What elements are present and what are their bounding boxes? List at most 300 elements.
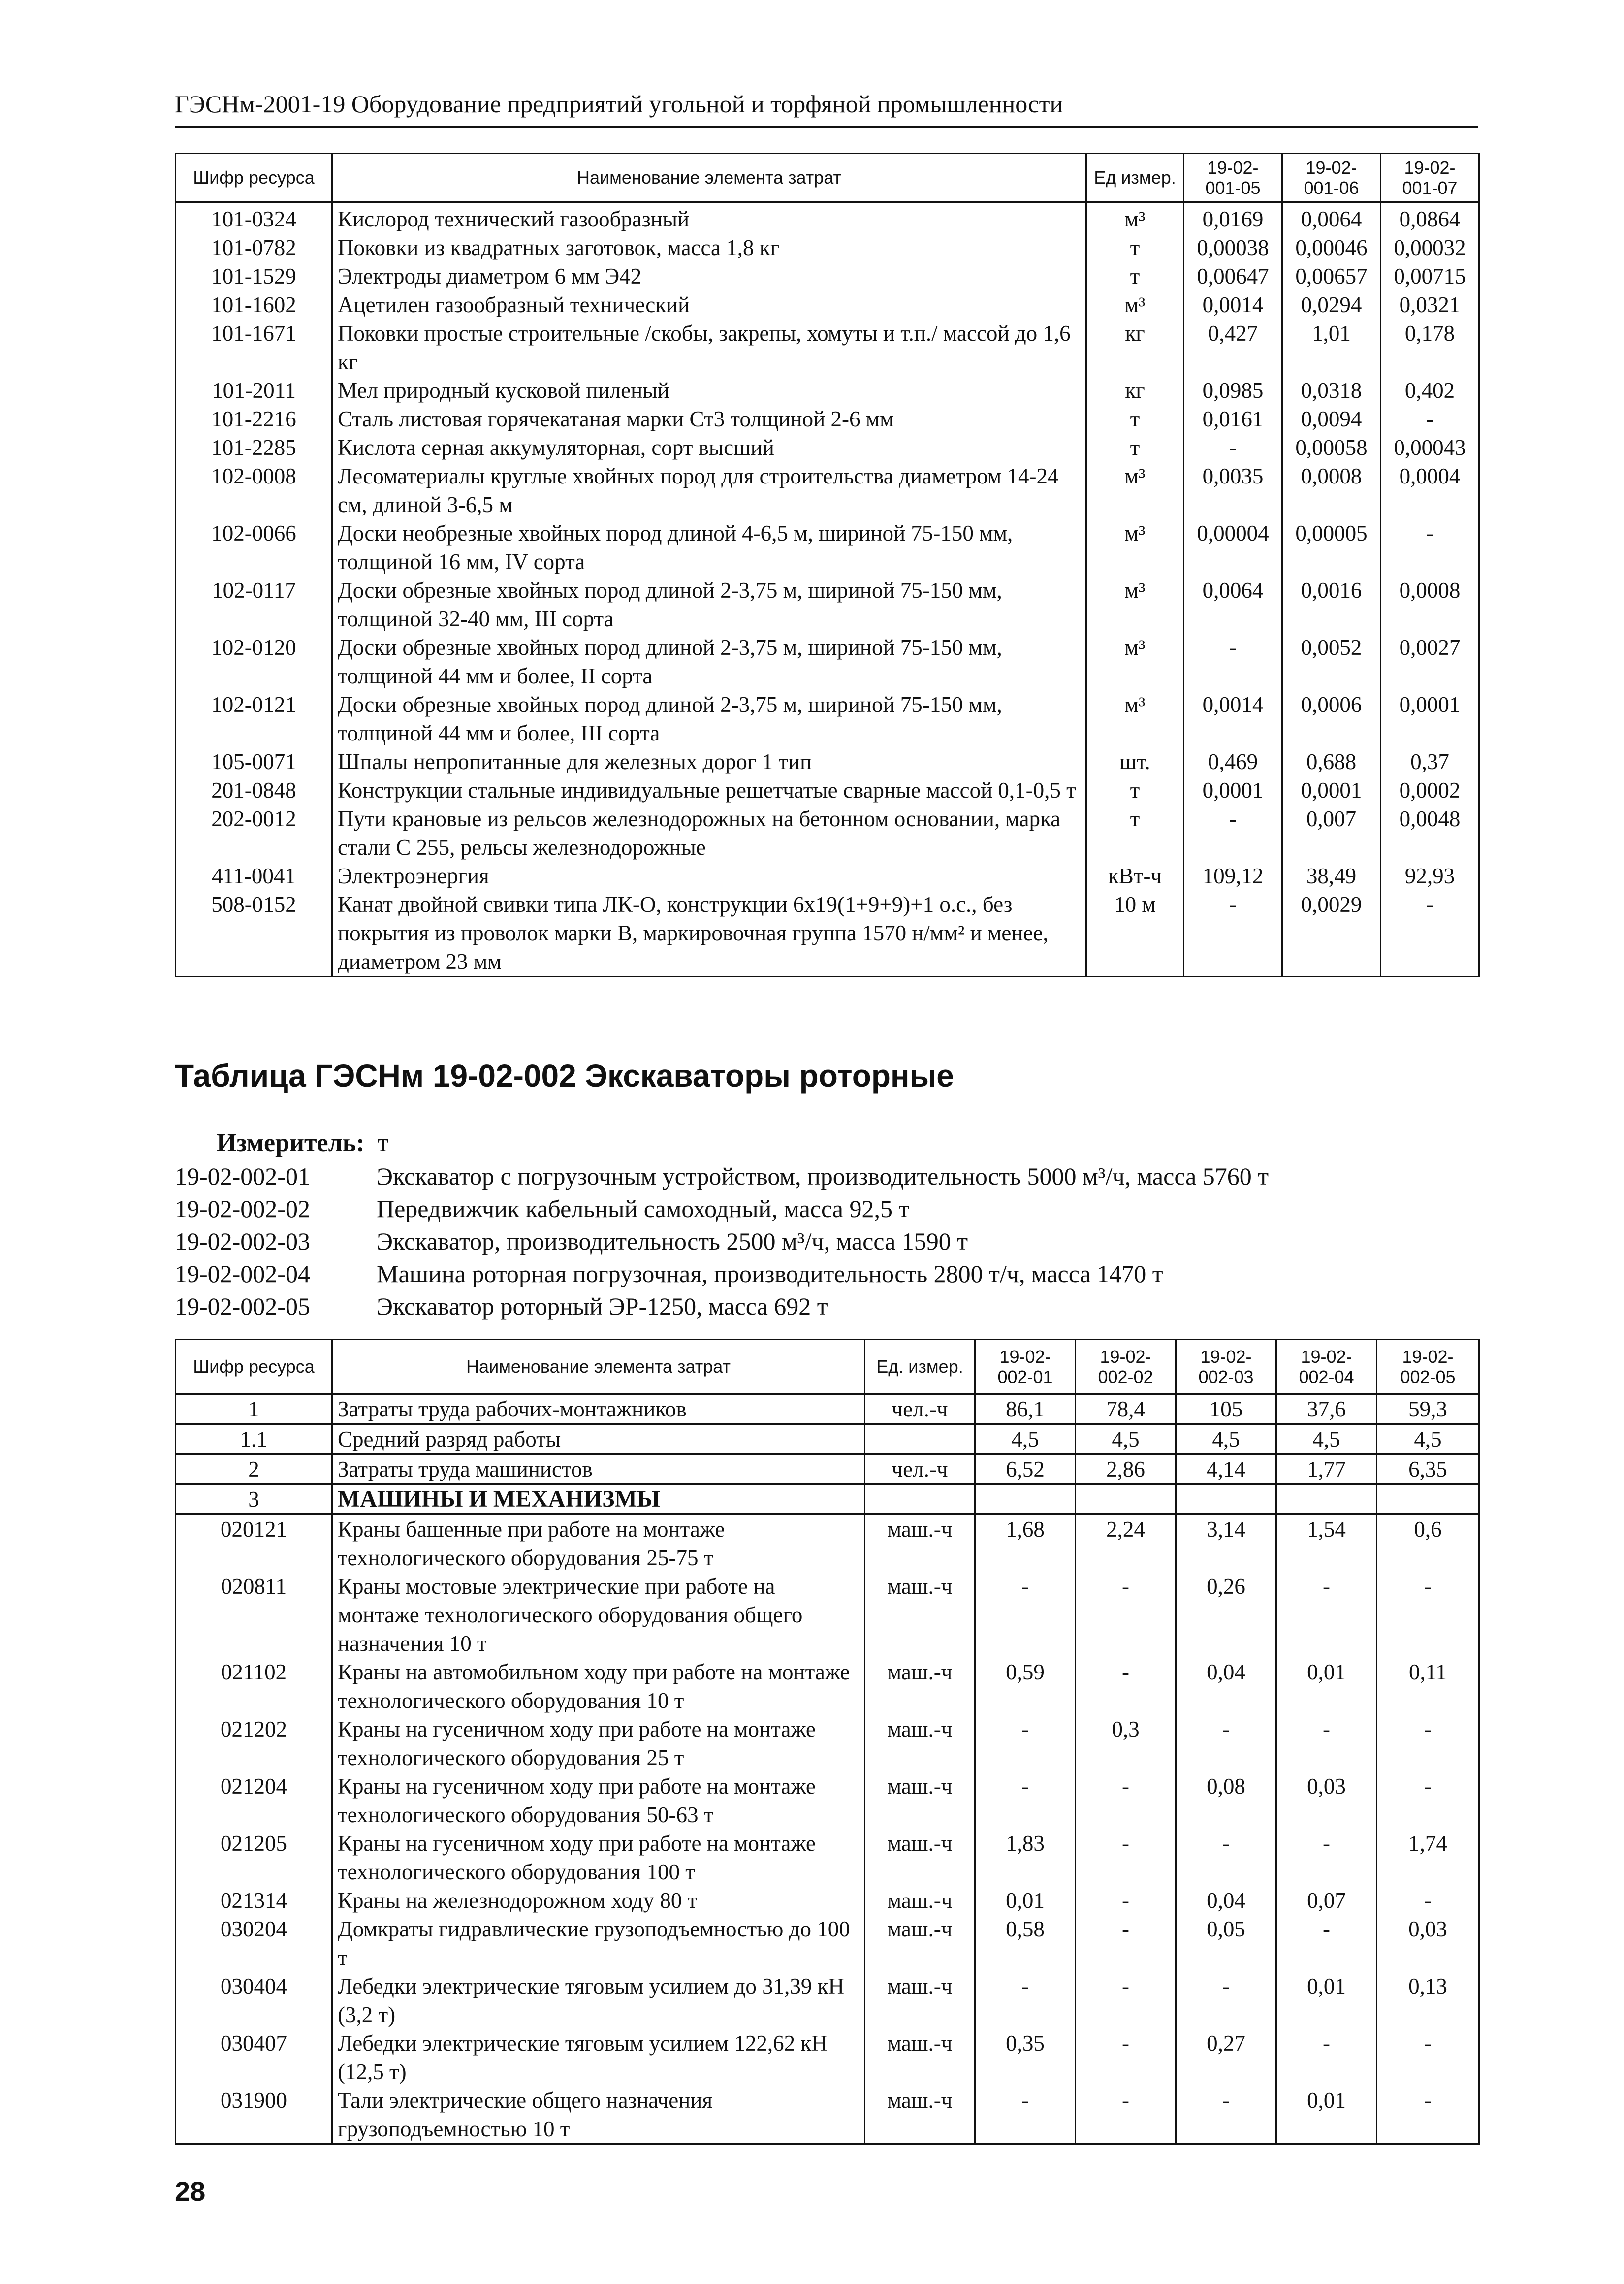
table1-cell-v2: 0,0052: [1282, 633, 1381, 690]
table1-cell-v2: 0,00657: [1282, 262, 1381, 290]
table1-cell-v1: 0,0064: [1184, 576, 1282, 633]
table2-cell-v1: 0,35: [975, 2029, 1076, 2086]
table-row: [176, 690, 1479, 747]
table2-cell-v5: -: [1377, 1886, 1479, 1915]
table1-cell-name: Поковки из квадратных заготовок, масса 1,8 кг: [332, 233, 1086, 262]
table2-cell-code: 021202: [176, 1715, 332, 1772]
table1-cell-code: 101-1671: [176, 319, 332, 376]
table2-cell-v3: 105: [1176, 1394, 1276, 1424]
table2-cell-unit: маш.-ч: [865, 1886, 975, 1915]
table2-cell-v3: 4,5: [1176, 1424, 1276, 1454]
table1-cell-code: 202-0012: [176, 804, 332, 862]
norm-text: Экскаватор с погрузочным устройством, производительность 5000 м³/ч, масса 5760 т: [377, 1162, 1269, 1190]
table2-cell-unit: маш.-ч: [865, 2086, 975, 2144]
table2-body: [176, 1394, 1479, 2144]
table2-cell-name: Краны на железнодорожном ходу 80 т: [332, 1886, 865, 1915]
table2-cell-v1: -: [975, 2086, 1076, 2144]
table-row: [176, 1915, 1479, 1972]
table1-cell-name: Шпалы непропитанные для железных дорог 1 тип: [332, 747, 1086, 776]
table1-cell-unit: м³: [1086, 519, 1184, 576]
table1-cell-unit: т: [1086, 433, 1184, 462]
table1-cell-v3: 0,0002: [1381, 776, 1479, 804]
table1-cell-unit: т: [1086, 776, 1184, 804]
table2-cell-unit: маш.-ч: [865, 1514, 975, 1573]
table2-cell-v4: 1,54: [1276, 1514, 1377, 1573]
table2-cell-unit: маш.-ч: [865, 1715, 975, 1772]
resources-table-1: [175, 153, 1480, 977]
table1-cell-v2: 0,0094: [1282, 405, 1381, 433]
table2-cell-v1: [975, 1484, 1076, 1514]
table2-cell-code: 020121: [176, 1514, 332, 1573]
table2-cell-code: 1.1: [176, 1424, 332, 1454]
table2-cell-v1: 4,5: [975, 1424, 1076, 1454]
table1-cell-v3: 0,0008: [1381, 576, 1479, 633]
table-row: [176, 202, 1479, 234]
table2-cell-v3: -: [1176, 2086, 1276, 2144]
table1-cell-code: 105-0071: [176, 747, 332, 776]
table1-cell-code: 101-0782: [176, 233, 332, 262]
table1-cell-name: Доски необрезные хвойных пород длиной 4-6,5 м, шириной 75-150 мм, толщиной 16 мм, IV сорта: [332, 519, 1086, 576]
table2-cell-name: МАШИНЫ И МЕХАНИЗМЫ: [332, 1484, 865, 1514]
table1-cell-code: 102-0066: [176, 519, 332, 576]
table1-cell-v3: 0,178: [1381, 319, 1479, 376]
table2-cell-v5: 59,3: [1377, 1394, 1479, 1424]
table-row: [176, 1514, 1479, 1573]
norm-code: 19-02-002-01: [175, 1162, 310, 1190]
table1-cell-v1: -: [1184, 633, 1282, 690]
norm-text: Передвижчик кабельный самоходный, масса 92,5 т: [377, 1195, 910, 1222]
table1-cell-v2: 38,49: [1282, 862, 1381, 890]
table2-cell-unit: чел.-ч: [865, 1454, 975, 1484]
table2-cell-v3: 0,05: [1176, 1915, 1276, 1972]
table-row: [176, 233, 1479, 262]
table-row: [176, 1972, 1479, 2029]
table1-cell-v3: -: [1381, 519, 1479, 576]
table-row: [176, 1484, 1479, 1514]
table-row: [176, 1715, 1479, 1772]
page-header: ГЭСНм-2001-19 Оборудование предприятий угольной и торфяной промышленности: [175, 90, 1063, 118]
table1-cell-v1: 0,0169: [1184, 202, 1282, 234]
table2-cell-v4: -: [1276, 1829, 1377, 1886]
table1-header: [176, 154, 1479, 202]
table1-cell-v3: 0,402: [1381, 376, 1479, 405]
norm-definition: [175, 1290, 1269, 1322]
table1-cell-name: Сталь листовая горячекатаная марки Ст3 толщиной 2-6 мм: [332, 405, 1086, 433]
table1-cell-unit: м³: [1086, 462, 1184, 519]
table2-cell-v2: -: [1076, 2086, 1176, 2144]
table2-cell-code: 030407: [176, 2029, 332, 2086]
table2-cell-v5: 0,11: [1377, 1658, 1479, 1715]
table2-cell-name: Затраты труда рабочих-монтажников: [332, 1394, 865, 1424]
table1-header-cell: Наименование элемента затрат: [332, 154, 1086, 202]
table1-cell-unit: кг: [1086, 319, 1184, 376]
table1-cell-code: 201-0848: [176, 776, 332, 804]
table2-header-cell: 19-02- 002-03: [1176, 1340, 1276, 1394]
table1-cell-unit: м³: [1086, 690, 1184, 747]
table2-cell-name: Средний разряд работы: [332, 1424, 865, 1454]
table-row: [176, 747, 1479, 776]
table1-cell-v1: -: [1184, 804, 1282, 862]
table2-cell-unit: маш.-ч: [865, 1772, 975, 1829]
table2-cell-name: Краны на гусеничном ходу при работе на монтаже технологического оборудования 50-63 т: [332, 1772, 865, 1829]
table-row: [176, 1772, 1479, 1829]
table2-cell-v1: -: [975, 1972, 1076, 2029]
norm-definition: [175, 1225, 1269, 1257]
table2-cell-v4: 0,01: [1276, 1658, 1377, 1715]
table1-cell-name: Конструкции стальные индивидуальные решетчатые сварные массой 0,1-0,5 т: [332, 776, 1086, 804]
table1-cell-name: Электроэнергия: [332, 862, 1086, 890]
table1-cell-name: Доски обрезные хвойных пород длиной 2-3,75 м, шириной 75-150 мм, толщиной 44 мм и более, III сорта: [332, 690, 1086, 747]
table-row: [176, 1572, 1479, 1658]
table2-cell-v3: [1176, 1484, 1276, 1514]
table2-cell-name: Лебедки электрические тяговым усилием до 31,39 кН (3,2 т): [332, 1972, 865, 2029]
table1-cell-v1: 0,0161: [1184, 405, 1282, 433]
table2-cell-code: 030404: [176, 1972, 332, 2029]
table1-cell-v2: 0,0016: [1282, 576, 1381, 633]
table1-cell-v2: 0,688: [1282, 747, 1381, 776]
table2-header-cell: 19-02- 002-04: [1276, 1340, 1377, 1394]
table2-cell-v2: 2,86: [1076, 1454, 1176, 1484]
table1-cell-name: Ацетилен газообразный технический: [332, 290, 1086, 319]
table2-cell-v5: -: [1377, 1572, 1479, 1658]
table1-cell-name: Доски обрезные хвойных пород длиной 2-3,75 м, шириной 75-150 мм, толщиной 32-40 мм, III сорта: [332, 576, 1086, 633]
table-row: [176, 519, 1479, 576]
table2-cell-v2: -: [1076, 1886, 1176, 1915]
table-row: [176, 462, 1479, 519]
table-row: [176, 1886, 1479, 1915]
table2-header-cell: Ед. измер.: [865, 1340, 975, 1394]
table1-cell-code: 411-0041: [176, 862, 332, 890]
table1-body: [176, 202, 1479, 977]
table2-cell-name: Краны башенные при работе на монтаже технологического оборудования 25-75 т: [332, 1514, 865, 1573]
table2-cell-code: 030204: [176, 1915, 332, 1972]
table2-cell-v3: 3,14: [1176, 1514, 1276, 1573]
table2-cell-v3: 0,27: [1176, 2029, 1276, 2086]
table-row: [176, 376, 1479, 405]
table1-cell-code: 102-0120: [176, 633, 332, 690]
table2-cell-v3: -: [1176, 1972, 1276, 2029]
meter-line: [217, 1128, 388, 1158]
table2-cell-v2: -: [1076, 1572, 1176, 1658]
table2-cell-code: 021314: [176, 1886, 332, 1915]
table2-cell-v4: 0,01: [1276, 1972, 1377, 2029]
table2-cell-v5: -: [1377, 2029, 1479, 2086]
table2-cell-v1: -: [975, 1772, 1076, 1829]
table1-cell-code: 508-0152: [176, 890, 332, 977]
resources-table-2: [175, 1339, 1480, 2145]
table2-cell-v3: 0,26: [1176, 1572, 1276, 1658]
table1-cell-v3: 0,00032: [1381, 233, 1479, 262]
table1-cell-name: Мел природный кусковой пиленый: [332, 376, 1086, 405]
table1-cell-v2: 0,0029: [1282, 890, 1381, 977]
norm-code: 19-02-002-04: [175, 1260, 310, 1287]
table2-cell-code: 3: [176, 1484, 332, 1514]
table2-cell-v1: 1,83: [975, 1829, 1076, 1886]
table1-cell-v1: 0,0001: [1184, 776, 1282, 804]
table1-cell-v1: 0,0014: [1184, 690, 1282, 747]
table1-cell-v1: 0,469: [1184, 747, 1282, 776]
table1-cell-v2: 0,00046: [1282, 233, 1381, 262]
table1-cell-code: 102-0121: [176, 690, 332, 747]
table1-header-cell: 19-02- 001-05: [1184, 154, 1282, 202]
table2-cell-name: Тали электрические общего назначения грузоподъемностью 10 т: [332, 2086, 865, 2144]
table1-cell-v3: 0,0027: [1381, 633, 1479, 690]
table1-cell-v1: 0,00647: [1184, 262, 1282, 290]
table1-cell-unit: кВт-ч: [1086, 862, 1184, 890]
table2-cell-v2: -: [1076, 1772, 1176, 1829]
table1-cell-unit: м³: [1086, 290, 1184, 319]
table2-cell-v2: 0,3: [1076, 1715, 1176, 1772]
table-row: [176, 776, 1479, 804]
table1-cell-v1: 0,00004: [1184, 519, 1282, 576]
table2-header-cell: 19-02- 002-02: [1076, 1340, 1176, 1394]
table1-cell-v3: 0,00715: [1381, 262, 1479, 290]
table2-cell-v4: [1276, 1484, 1377, 1514]
table1-cell-code: 101-1529: [176, 262, 332, 290]
norm-code: 19-02-002-05: [175, 1292, 310, 1320]
table1-cell-v3: 92,93: [1381, 862, 1479, 890]
table2-cell-name: Краны на гусеничном ходу при работе на монтаже технологического оборудования 100 т: [332, 1829, 865, 1886]
table1-cell-v1: 0,0035: [1184, 462, 1282, 519]
table2-cell-code: 021204: [176, 1772, 332, 1829]
table1-cell-name: Доски обрезные хвойных пород длиной 2-3,75 м, шириной 75-150 мм, толщиной 44 мм и более, II сорта: [332, 633, 1086, 690]
table-row: [176, 2086, 1479, 2144]
table1-cell-unit: м³: [1086, 202, 1184, 234]
table1-cell-v3: 0,00043: [1381, 433, 1479, 462]
table2-cell-name: Лебедки электрические тяговым усилием 122,62 кН (12,5 т): [332, 2029, 865, 2086]
norm-code: 19-02-002-02: [175, 1195, 310, 1222]
table2-cell-v5: 0,03: [1377, 1915, 1479, 1972]
table-row: [176, 319, 1479, 376]
table2-cell-name: Краны мостовые электрические при работе на монтаже технологического оборудования общего назначения 10 т: [332, 1572, 865, 1658]
table1-cell-name: Электроды диаметром 6 мм Э42: [332, 262, 1086, 290]
table2-cell-v4: 0,01: [1276, 2086, 1377, 2144]
table2-cell-unit: чел.-ч: [865, 1394, 975, 1424]
table1-cell-v3: 0,0004: [1381, 462, 1479, 519]
table1-cell-name: Кислота серная аккумуляторная, сорт высший: [332, 433, 1086, 462]
table-row: [176, 804, 1479, 862]
table1-cell-name: Поковки простые строительные /скобы, закрепы, хомуты и т.п./ массой до 1,6 кг: [332, 319, 1086, 376]
table2-cell-v4: 37,6: [1276, 1394, 1377, 1424]
table1-header-cell: 19-02- 001-06: [1282, 154, 1381, 202]
table2-cell-v4: 4,5: [1276, 1424, 1377, 1454]
table2-cell-v4: -: [1276, 2029, 1377, 2086]
table2-cell-v2: -: [1076, 1658, 1176, 1715]
table2-cell-v4: -: [1276, 1915, 1377, 1972]
table2-cell-v5: -: [1377, 1715, 1479, 1772]
table2-cell-unit: маш.-ч: [865, 1829, 975, 1886]
table1-cell-v2: 1,01: [1282, 319, 1381, 376]
table-row: [176, 262, 1479, 290]
table2-cell-name: Затраты труда машинистов: [332, 1454, 865, 1484]
table2-cell-code: 020811: [176, 1572, 332, 1658]
table-row: [176, 1394, 1479, 1424]
table2-cell-v1: 86,1: [975, 1394, 1076, 1424]
table2-cell-v2: -: [1076, 2029, 1176, 2086]
table1-cell-code: 102-0008: [176, 462, 332, 519]
table1-cell-v1: 0,427: [1184, 319, 1282, 376]
table2-cell-v3: -: [1176, 1829, 1276, 1886]
table1-cell-v2: 0,0064: [1282, 202, 1381, 234]
table-row: [176, 1454, 1479, 1484]
table2-cell-v3: 0,04: [1176, 1886, 1276, 1915]
table1-cell-unit: т: [1086, 262, 1184, 290]
table-row: [176, 433, 1479, 462]
table2-cell-unit: маш.-ч: [865, 1572, 975, 1658]
table1-cell-v2: 0,0006: [1282, 690, 1381, 747]
table1-cell-code: 101-2216: [176, 405, 332, 433]
table2-cell-v2: 78,4: [1076, 1394, 1176, 1424]
table2-cell-v1: 0,58: [975, 1915, 1076, 1972]
table1-header-cell: 19-02- 001-07: [1381, 154, 1479, 202]
table1-cell-unit: шт.: [1086, 747, 1184, 776]
table2-cell-v4: -: [1276, 1572, 1377, 1658]
table1-cell-v2: 0,0008: [1282, 462, 1381, 519]
table2-cell-v4: 1,77: [1276, 1454, 1377, 1484]
table2-cell-v5: 0,13: [1377, 1972, 1479, 2029]
table1-cell-v2: 0,0294: [1282, 290, 1381, 319]
table2-cell-v4: -: [1276, 1715, 1377, 1772]
table-row: [176, 405, 1479, 433]
table1-cell-v3: 0,0864: [1381, 202, 1479, 234]
table1-cell-name: Пути крановые из рельсов железнодорожных на бетонном основании, марка стали С 255, рельсы железнодорожные: [332, 804, 1086, 862]
table1-cell-code: 101-1602: [176, 290, 332, 319]
table1-cell-v3: 0,37: [1381, 747, 1479, 776]
table1-cell-unit: 10 м: [1086, 890, 1184, 977]
table2-header-cell: Наименование элемента затрат: [332, 1340, 865, 1394]
table1-cell-v2: 0,00058: [1282, 433, 1381, 462]
table2-cell-name: Краны на гусеничном ходу при работе на монтаже технологического оборудования 25 т: [332, 1715, 865, 1772]
table2-cell-v3: 0,08: [1176, 1772, 1276, 1829]
table1-cell-v1: 0,00038: [1184, 233, 1282, 262]
table2-cell-name: Домкраты гидравлические грузоподъемностью до 100 т: [332, 1915, 865, 1972]
table2-header-cell: 19-02- 002-05: [1377, 1340, 1479, 1394]
table2-cell-v4: 0,07: [1276, 1886, 1377, 1915]
norm-definition: [175, 1160, 1269, 1192]
table2-cell-v5: 6,35: [1377, 1454, 1479, 1484]
section-title: Таблица ГЭСНм 19-02-002 Экскаваторы роторные: [175, 1058, 954, 1094]
table1-cell-v3: -: [1381, 405, 1479, 433]
table2-cell-unit: маш.-ч: [865, 1972, 975, 2029]
table2-cell-code: 031900: [176, 2086, 332, 2144]
table2-cell-code: 021205: [176, 1829, 332, 1886]
table1-cell-unit: т: [1086, 405, 1184, 433]
table1-cell-v3: -: [1381, 890, 1479, 977]
table2-cell-code: 2: [176, 1454, 332, 1484]
table2-cell-unit: [865, 1424, 975, 1454]
table-row: [176, 1829, 1479, 1886]
table2-cell-v3: 0,04: [1176, 1658, 1276, 1715]
table1-header-cell: Шифр ресурса: [176, 154, 332, 202]
table1-cell-v1: 109,12: [1184, 862, 1282, 890]
table2-cell-v3: 4,14: [1176, 1454, 1276, 1484]
table2-header-cell: 19-02- 002-01: [975, 1340, 1076, 1394]
table1-cell-v2: 0,00005: [1282, 519, 1381, 576]
table1-cell-code: 101-0324: [176, 202, 332, 234]
norm-definition: [175, 1257, 1269, 1290]
table1-header-cell: Ед измер.: [1086, 154, 1184, 202]
table1-cell-v2: 0,0001: [1282, 776, 1381, 804]
table1-cell-name: Канат двойной свивки типа ЛК-О, конструкции 6х19(1+9+9)+1 о.с., без покрытия из проволок марки В, маркировочная группа 1570 н/мм² и менее, диаметром 23 мм: [332, 890, 1086, 977]
norm-text: Машина роторная погрузочная, производительность 2800 т/ч, масса 1470 т: [377, 1260, 1163, 1287]
table1-cell-code: 101-2011: [176, 376, 332, 405]
table2-cell-v1: -: [975, 1715, 1076, 1772]
table-row: [176, 633, 1479, 690]
table2-cell-v1: 1,68: [975, 1514, 1076, 1573]
table2-cell-v1: 0,01: [975, 1886, 1076, 1915]
table2-cell-v2: 4,5: [1076, 1424, 1176, 1454]
table1-cell-unit: кг: [1086, 376, 1184, 405]
table1-cell-v3: 0,0001: [1381, 690, 1479, 747]
table2-cell-v5: 1,74: [1377, 1829, 1479, 1886]
table1-cell-v3: 0,0048: [1381, 804, 1479, 862]
table1-cell-name: Кислород технический газообразный: [332, 202, 1086, 234]
table2-cell-unit: [865, 1484, 975, 1514]
table2-cell-code: 1: [176, 1394, 332, 1424]
table2-cell-code: 021102: [176, 1658, 332, 1715]
table1-cell-code: 101-2285: [176, 433, 332, 462]
table2-cell-v2: 2,24: [1076, 1514, 1176, 1573]
table-row: [176, 576, 1479, 633]
table2-cell-v4: 0,03: [1276, 1772, 1377, 1829]
table2-cell-v5: [1377, 1484, 1479, 1514]
meter-label: Измеритель:: [217, 1129, 365, 1157]
table1-cell-v3: 0,0321: [1381, 290, 1479, 319]
page-number: 28: [175, 2176, 206, 2207]
table2-cell-v1: 6,52: [975, 1454, 1076, 1484]
table2-cell-v1: -: [975, 1572, 1076, 1658]
meter-value: т: [377, 1129, 389, 1157]
table1-cell-v1: -: [1184, 433, 1282, 462]
table-row: [176, 890, 1479, 977]
table-row: [176, 290, 1479, 319]
table-row: [176, 862, 1479, 890]
table2-cell-v5: 4,5: [1377, 1424, 1479, 1454]
table-row: [176, 1424, 1479, 1454]
table2-cell-v2: [1076, 1484, 1176, 1514]
table-row: [176, 1658, 1479, 1715]
table2-header-cell: Шифр ресурса: [176, 1340, 332, 1394]
norm-definitions: [175, 1160, 1269, 1322]
table2-header: [176, 1340, 1479, 1394]
table1-cell-unit: м³: [1086, 576, 1184, 633]
table1-cell-v1: -: [1184, 890, 1282, 977]
table2-cell-unit: маш.-ч: [865, 2029, 975, 2086]
table2-cell-unit: маш.-ч: [865, 1658, 975, 1715]
table1-cell-v1: 0,0985: [1184, 376, 1282, 405]
norm-code: 19-02-002-03: [175, 1227, 310, 1255]
table2-cell-v2: -: [1076, 1829, 1176, 1886]
norm-text: Экскаватор роторный ЭР-1250, масса 692 т: [377, 1292, 828, 1320]
table2-cell-name: Краны на автомобильном ходу при работе на монтаже технологического оборудования 10 т: [332, 1658, 865, 1715]
header-rule: [175, 126, 1478, 128]
table2-cell-v5: -: [1377, 1772, 1479, 1829]
table2-cell-v2: -: [1076, 1915, 1176, 1972]
table1-cell-name: Лесоматериалы круглые хвойных пород для строительства диаметром 14-24 см, длиной 3-6,5 м: [332, 462, 1086, 519]
table1-cell-v2: 0,007: [1282, 804, 1381, 862]
table1-cell-unit: м³: [1086, 633, 1184, 690]
table2-cell-v3: -: [1176, 1715, 1276, 1772]
table1-cell-v2: 0,0318: [1282, 376, 1381, 405]
norm-definition: [175, 1192, 1269, 1225]
table1-cell-unit: т: [1086, 804, 1184, 862]
table2-cell-v5: 0,6: [1377, 1514, 1479, 1573]
table2-cell-v1: 0,59: [975, 1658, 1076, 1715]
table1-cell-v1: 0,0014: [1184, 290, 1282, 319]
table2-cell-v2: -: [1076, 1972, 1176, 2029]
table2-cell-v5: -: [1377, 2086, 1479, 2144]
norm-text: Экскаватор, производительность 2500 м³/ч, масса 1590 т: [377, 1227, 968, 1255]
